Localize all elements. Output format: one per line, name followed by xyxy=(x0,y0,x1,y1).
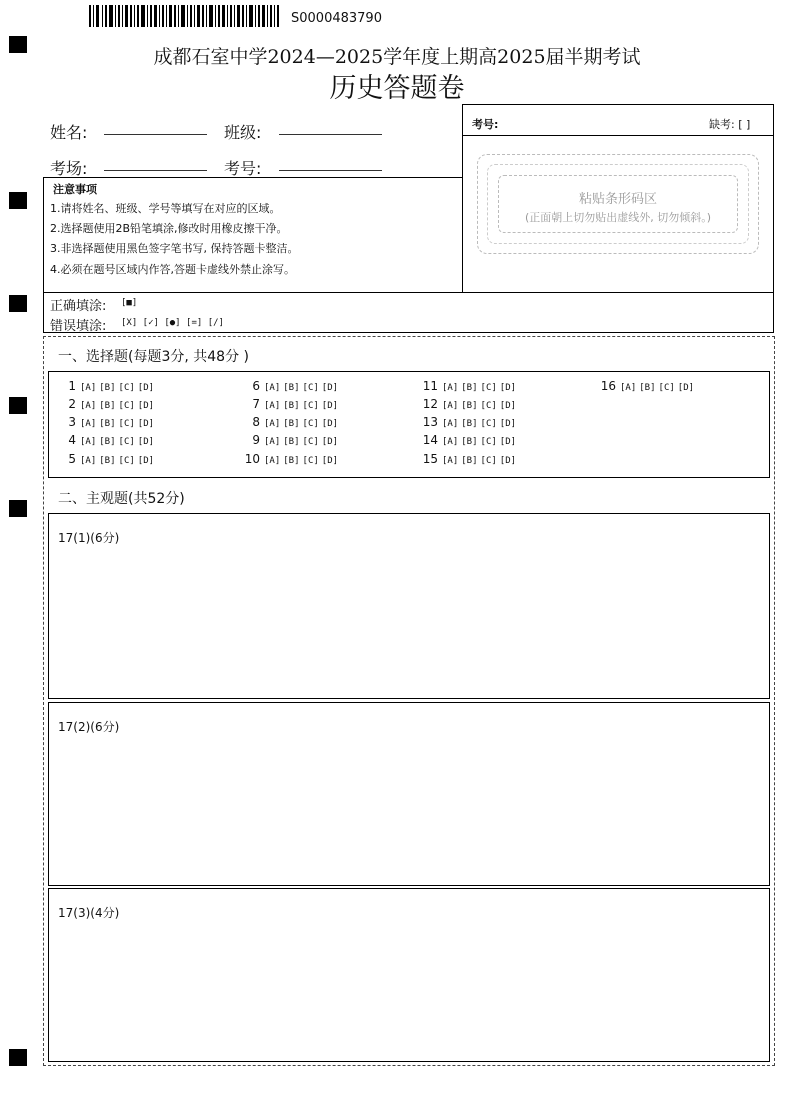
barcode-number: S0000483790 xyxy=(291,11,382,26)
exam-no-field[interactable] xyxy=(279,170,382,171)
question-row[interactable]: 6 [A] [B] [C] [D] xyxy=(252,379,339,393)
absent-checkbox[interactable]: 缺考: [ ] xyxy=(709,118,751,131)
section2-title: 二、主观题(共52分) xyxy=(58,491,185,507)
answer-box-17-3[interactable] xyxy=(48,888,770,1062)
question-row[interactable]: 2 [A] [B] [C] [D] xyxy=(68,397,155,411)
paste-area-title: 粘贴条形码区 xyxy=(578,192,657,207)
class-label: 班级: xyxy=(224,123,262,142)
answer-label: 17(2)(6分) xyxy=(58,720,120,734)
section1-title: 一、选择题(每题3分, 共48分 ) xyxy=(58,349,249,365)
name-field[interactable] xyxy=(104,134,207,135)
subject-title: 历史答题卷 xyxy=(329,73,465,104)
correct-fill-label: 正确填涂: xyxy=(50,299,107,314)
wrong-fill-label: 错误填涂: xyxy=(50,319,107,334)
name-label: 姓名: xyxy=(50,123,88,142)
timing-marker xyxy=(9,500,27,517)
question-row[interactable]: 3 [A] [B] [C] [D] xyxy=(68,415,155,429)
timing-marker xyxy=(9,397,27,414)
room-field[interactable] xyxy=(104,170,207,171)
room-label: 考场: xyxy=(50,159,88,178)
question-row[interactable]: 8 [A] [B] [C] [D] xyxy=(252,415,339,429)
question-row[interactable]: 15 [A] [B] [C] [D] xyxy=(422,452,517,466)
exam-title: 成都石室中学2024—2025学年度上期高2025届半期考试 xyxy=(153,46,641,68)
question-row[interactable]: 9 [A] [B] [C] [D] xyxy=(252,433,339,447)
timing-marker xyxy=(9,295,27,312)
answer-box-17-2[interactable] xyxy=(48,702,770,886)
question-row[interactable]: 12 [A] [B] [C] [D] xyxy=(422,397,517,411)
class-field[interactable] xyxy=(279,134,382,135)
question-row[interactable]: 7 [A] [B] [C] [D] xyxy=(252,397,339,411)
wrong-fill-samples: [X] [✓] [●] [=] [/] xyxy=(121,318,224,328)
idbox-exam-no-label: 考号: xyxy=(472,118,499,131)
question-row[interactable]: 1 [A] [B] [C] [D] xyxy=(68,379,155,393)
correct-fill-sample: [■] xyxy=(121,298,138,308)
timing-marker xyxy=(9,192,27,209)
question-row[interactable]: 14 [A] [B] [C] [D] xyxy=(422,433,517,447)
divider xyxy=(462,135,774,136)
answer-label: 17(3)(4分) xyxy=(58,906,120,920)
notice-title: 注意事项 xyxy=(53,183,97,196)
notice-item: 4.必须在题号区域内作答,答题卡虚线外禁止涂写。 xyxy=(50,263,295,276)
question-row[interactable]: 11 [A] [B] [C] [D] xyxy=(422,379,517,393)
notice-item: 2.选择题使用2B铅笔填涂,修改时用橡皮擦干净。 xyxy=(50,222,288,235)
notice-item: 3.非选择题使用黑色签字笔书写, 保持答题卡整洁。 xyxy=(50,242,299,255)
timing-marker xyxy=(9,1049,27,1066)
question-row[interactable]: 16 [A] [B] [C] [D] xyxy=(600,379,695,393)
question-row[interactable]: 4 [A] [B] [C] [D] xyxy=(68,433,155,447)
question-row[interactable]: 13 [A] [B] [C] [D] xyxy=(422,415,517,429)
question-row[interactable]: 5 [A] [B] [C] [D] xyxy=(68,452,155,466)
answer-box-17-1[interactable] xyxy=(48,513,770,699)
barcode-image xyxy=(89,5,279,27)
question-row[interactable]: 10 [A] [B] [C] [D] xyxy=(244,452,339,466)
notice-item: 1.请将姓名、班级、学号等填写在对应的区域。 xyxy=(50,202,281,215)
paste-area-note: (正面朝上切勿贴出虚线外, 切勿倾斜。) xyxy=(524,211,712,224)
answer-label: 17(1)(6分) xyxy=(58,531,120,545)
exam-no-label: 考号: xyxy=(224,159,262,178)
